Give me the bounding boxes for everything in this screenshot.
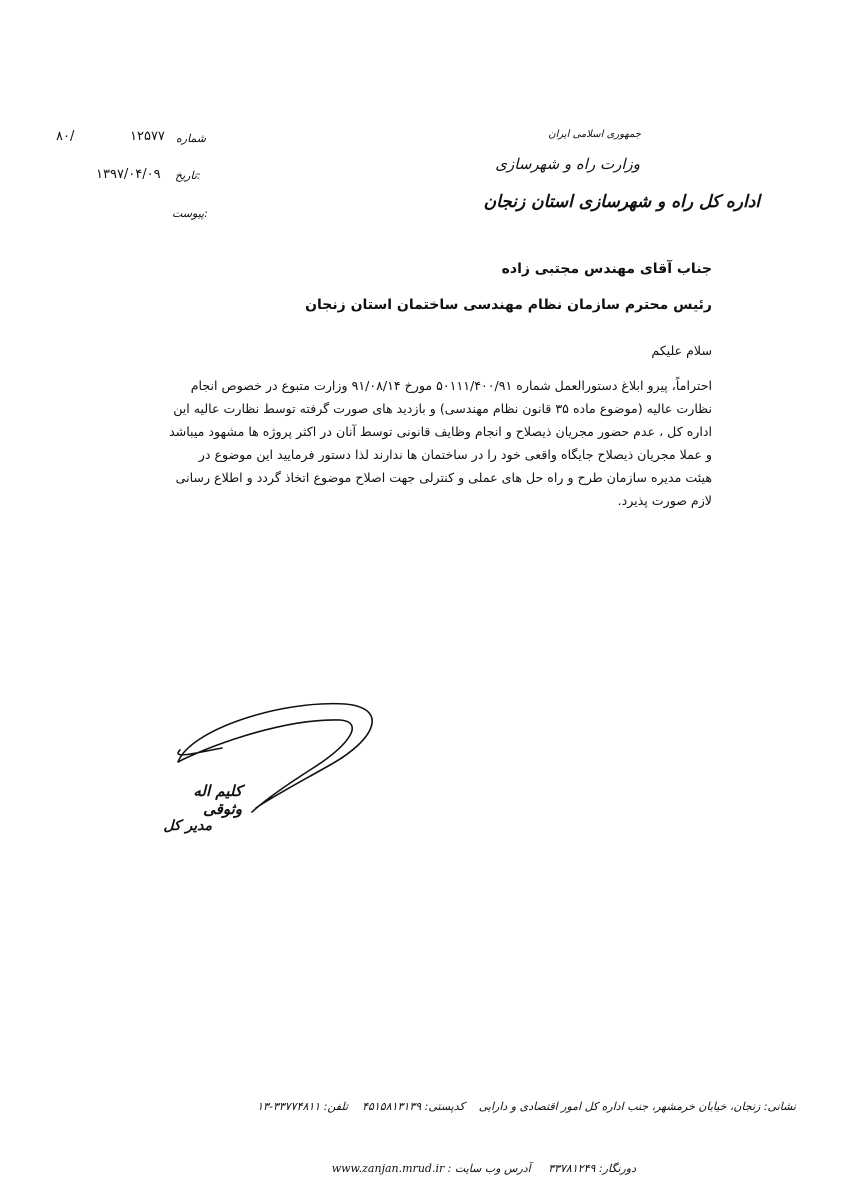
date-label: تاریخ: <box>175 169 201 182</box>
postal-label: کدپستی: <box>424 1100 465 1113</box>
attachment-label: پیوست: <box>172 207 208 220</box>
number-prefix: ۸۰/ <box>56 129 75 144</box>
number-label: شماره <box>176 132 207 145</box>
signature-scribble-icon <box>160 690 400 870</box>
letter-number: ۱۲۵۷۷ <box>130 129 165 144</box>
body-line: اداره کل ، عدم حضور مجریان ذیصلاح و انجام وظایف قانونی توسط آنان در اکثر پروژه ها مشهود میباشد <box>169 423 712 439</box>
addressee-name: جناب آقای مهندس مجتبی زاده <box>501 261 712 277</box>
address-label: نشانی: <box>763 1100 796 1113</box>
body-line: احتراماً، پیرو ابلاغ دستورالعمل شماره ۵۰۱۱۱/۴۰۰/۹۱ مورخ ۹۱/۰۸/۱۴ وزارت متبوع در خصوص انجام <box>190 378 712 393</box>
footer-contact <box>116 1100 796 1113</box>
website-label: آدرس وب سایت : <box>447 1162 531 1175</box>
signatory-name: کلیم اله وثوقی <box>193 782 242 818</box>
fax-label: دورنگار: <box>598 1162 636 1175</box>
letter-date: ۱۳۹۷/۰۴/۰۹ <box>96 167 161 182</box>
body-paragraph <box>112 375 712 512</box>
signatory-title: مدیر کل <box>163 818 212 834</box>
letterhead-ministry: وزارت راه و شهرسازی <box>495 155 640 173</box>
website-link[interactable]: www.zanjan.mrud.ir <box>331 1162 445 1175</box>
body-line: هیئت مدیره سازمان طرح و راه حل های عملی و کنترلی جهت اصلاح موضوع اتخاذ گردد و اطلاع رسانی <box>175 469 712 485</box>
addressee-title: رئیس محترم سازمان نظام مهندسی ساختمان استان زنجان <box>305 297 712 313</box>
address-value: زنجان، خیابان خرمشهر، جنب اداره کل امور اقتصادی و دارایی <box>478 1100 761 1113</box>
letterhead-office: اداره کل راه و شهرسازی استان زنجان <box>483 192 760 212</box>
fax-value: ۳۳۷۸۱۲۴۹ <box>548 1162 596 1175</box>
signature-block <box>160 690 400 870</box>
postal-value: ۴۵۱۵۸۱۳۱۳۹ <box>362 1100 422 1113</box>
body-line: نظارت عالیه (موضوع ماده ۳۵ قانون نظام مهندسی) و بازدید های صورت گرفته توسط نظارت عالیه این <box>173 400 712 416</box>
letterhead-country: جمهوری اسلامی ایران <box>548 129 641 140</box>
body-line: و عملا مجریان ذیصلاح جایگاه واقعی خود را در ساختمان ها ندارند لذا دستور فرمایید این موضوع در <box>198 446 712 462</box>
phone-label: تلفن: <box>323 1100 349 1113</box>
body-line: لازم صورت پذیرد. <box>617 492 712 508</box>
phone-value: ۳۳۷۷۴۸۱۱-۱۳ <box>257 1100 321 1113</box>
greeting: سلام علیکم <box>651 343 712 358</box>
footer-web <box>236 1162 636 1175</box>
letter-meta <box>56 129 216 219</box>
